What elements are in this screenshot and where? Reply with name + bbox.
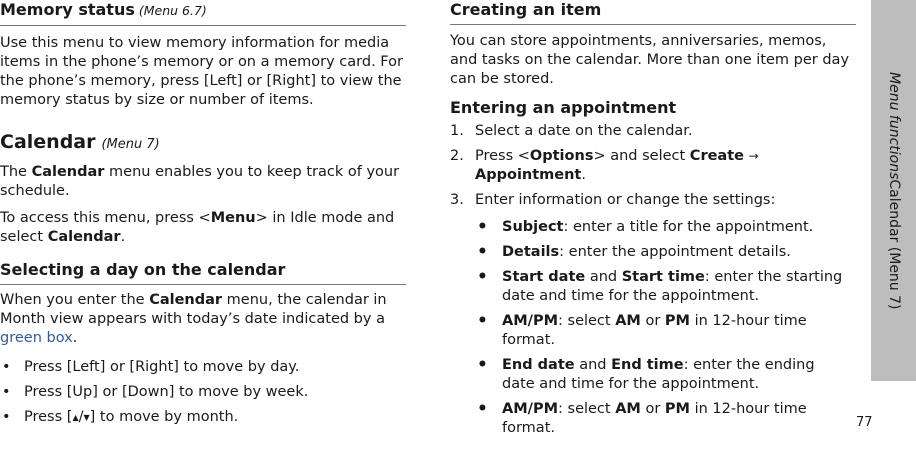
calendar-menu-name: Calendar [31, 164, 105, 180]
calendar-menu-name-2: Calendar [149, 292, 223, 308]
list-item: • Press [Up] or [Down] to move by week. [0, 383, 406, 402]
calendar-menu-ref: (Menu 7) [101, 137, 160, 152]
step-item: 3. Enter information or change the settings: • Subject: enter a title for the appointment. • Details: enter the appointment details. • Start date and Start time: enter the starting date and time for the appointment. • AM/PM: select AM or PM in 12-hour time format. • End date and End time: enter the ending date and time for the appointment. • AM/PM: select AM or PM in 12-hour time format. [450, 191, 856, 438]
chapter-label: Calendar (Menu 7) [886, 179, 902, 310]
setting-details: • Details: enter the appointment details. [475, 243, 856, 262]
selecting-day-body: When you enter the Calendar menu, the calendar in Month view appears with today’s date indicated by a green box. [0, 292, 387, 346]
list-item: • Press [Left] or [Right] to move by day. [0, 358, 406, 377]
calendar-heading [0, 130, 406, 157]
page-number: 77 [856, 415, 873, 430]
calendar-option-label: Calendar [47, 229, 121, 245]
step-item: 2. Press <Options> and select Create → Appointment. [450, 148, 759, 183]
creating-item-body: You can store appointments, anniversaries, memos, and tasks on the calendar. More than one item per day can be stored. [450, 33, 850, 87]
right-arrow-icon: → [748, 149, 759, 163]
creating-item-heading: Creating an item [450, 0, 856, 25]
calendar-title: Calendar [0, 131, 96, 153]
appointment-option-label: Appointment [475, 167, 582, 183]
selecting-day-heading: Selecting a day on the calendar [0, 260, 406, 285]
setting-am-pm-start: • AM/PM: select AM or PM in 12-hour time format. [475, 312, 856, 350]
list-item: • Press [▲/▼] to move by month. [0, 408, 406, 427]
up-arrow-icon: ▲ [72, 413, 79, 422]
calendar-access-instructions: To access this menu, press <Menu> in Idle mode and select Calendar. [0, 210, 395, 245]
section-label: Menu functions [886, 71, 902, 180]
memory-status-menu-ref: (Menu 6.7) [138, 3, 207, 18]
setting-end-date-time: • End date and End time: enter the ending date and time for the appointment. [475, 356, 856, 394]
appointment-steps [450, 122, 856, 438]
green-box-link[interactable]: green box [0, 330, 73, 346]
menu-key-label: Menu [210, 210, 256, 226]
options-key-label: Options [529, 148, 594, 164]
memory-status-title: Memory status [0, 0, 135, 19]
memory-status-heading [0, 0, 406, 26]
setting-subject: • Subject: enter a title for the appointment. [475, 218, 856, 237]
chapter-side-tab-text [876, 0, 911, 381]
navigation-bullet-list [0, 358, 406, 427]
entering-appointment-heading: Entering an appointment [450, 98, 677, 117]
memory-status-body: Use this menu to view memory information for media items in the phone’s memory or on a memory card. For the phone’s memory, press [Left] or [Right] to view the memory status by size or number of items. [0, 35, 403, 108]
down-arrow-icon: ▼ [83, 413, 90, 422]
right-column [450, 0, 856, 444]
step-item: 1. Select a date on the calendar. [450, 123, 693, 139]
setting-start-date-time: • Start date and Start time: enter the starting date and time for the appointment. [475, 268, 856, 306]
setting-am-pm-end: • AM/PM: select AM or PM in 12-hour time format. [475, 400, 856, 438]
appointment-settings-list [475, 218, 856, 438]
create-option-label: Create [689, 148, 744, 164]
calendar-intro: The Calendar menu enables you to keep track of your schedule. [0, 164, 400, 199]
left-column [0, 0, 406, 427]
